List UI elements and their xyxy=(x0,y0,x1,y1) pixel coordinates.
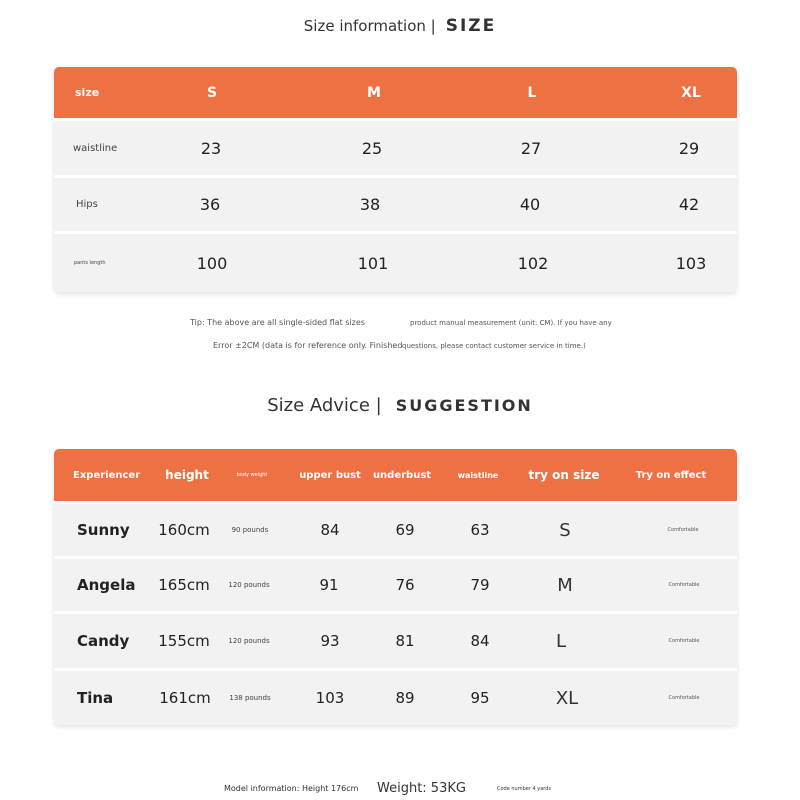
size-table-header xyxy=(54,67,737,118)
table-row xyxy=(54,611,737,668)
weight-value: 120 pounds xyxy=(228,637,270,645)
height-value: 165cm xyxy=(158,576,210,594)
advice-heading xyxy=(0,395,800,416)
tip-line1-left: Tip: The above are all single-sided flat sizes xyxy=(190,318,365,327)
size-value: 40 xyxy=(519,195,541,214)
advice-table-header xyxy=(54,449,737,501)
header-waistline: waistline xyxy=(457,470,499,480)
size-header-xl: XL xyxy=(681,84,701,101)
height-value: 161cm xyxy=(159,689,211,707)
table-row xyxy=(54,231,737,292)
experiencer-name: Angela xyxy=(77,576,136,594)
try-on-size-value: XL xyxy=(555,687,579,709)
table-row xyxy=(54,118,737,175)
size-value: 101 xyxy=(357,253,389,273)
header-height: height xyxy=(165,468,209,482)
waistline-value: 63 xyxy=(470,521,490,539)
table-row xyxy=(54,175,737,231)
tip-line1-right: product manual measurement (unit: CM). If you have any xyxy=(410,319,612,327)
table-row xyxy=(54,556,737,611)
try-on-effect-value: Comfortable xyxy=(668,638,700,644)
advice-heading-light: Size Advice | xyxy=(267,395,382,416)
table-row xyxy=(54,501,737,556)
upper-bust-value: 93 xyxy=(320,632,340,650)
row-label-pants-length: pants length xyxy=(74,260,106,266)
size-value: 27 xyxy=(520,138,542,158)
code-number: Code number 4 yards xyxy=(497,786,552,792)
header-upper-bust: upper bust xyxy=(299,469,361,481)
size-value: 103 xyxy=(675,253,707,273)
advice-table xyxy=(54,449,737,725)
underbust-value: 89 xyxy=(395,689,415,707)
upper-bust-value: 84 xyxy=(320,521,340,539)
size-header-label: size xyxy=(75,86,100,99)
height-value: 160cm xyxy=(158,521,210,539)
size-value: 36 xyxy=(199,195,221,214)
experiencer-name: Candy xyxy=(77,632,130,650)
waistline-value: 95 xyxy=(470,689,490,707)
tip-line2-right: questions, please contact customer service in time.) xyxy=(402,342,586,350)
size-value: 100 xyxy=(196,253,228,273)
tip-line2-left: Error ±2CM (data is for reference only. Finished xyxy=(213,341,403,350)
size-value: 23 xyxy=(200,138,222,158)
waistline-value: 79 xyxy=(470,576,490,594)
size-header-l: L xyxy=(527,84,537,101)
header-body-weight: body weight xyxy=(236,472,268,478)
weight-value: 138 pounds xyxy=(229,694,271,702)
experiencer-name: Sunny xyxy=(77,521,130,539)
underbust-value: 69 xyxy=(395,521,415,539)
underbust-value: 81 xyxy=(395,632,415,650)
size-heading-bold: SIZE xyxy=(445,16,497,36)
model-weight: Weight: 53KG xyxy=(377,781,466,796)
header-experiencer: Experiencer xyxy=(73,469,141,481)
size-heading-light: Size information | xyxy=(303,17,436,35)
size-value: 25 xyxy=(361,138,383,158)
waistline-value: 84 xyxy=(470,632,490,650)
experiencer-name: Tina xyxy=(77,689,114,707)
try-on-effect-value: Comfortable xyxy=(667,527,699,533)
size-heading xyxy=(0,16,800,36)
header-try-on-effect: Try on effect xyxy=(635,469,707,481)
header-underbust: underbust xyxy=(372,469,432,481)
try-on-size-value: L xyxy=(555,630,567,652)
weight-value: 90 pounds xyxy=(231,526,269,534)
weight-value: 120 pounds xyxy=(228,581,270,589)
size-value: 38 xyxy=(359,195,381,214)
size-value: 29 xyxy=(678,138,700,158)
height-value: 155cm xyxy=(158,632,210,650)
try-on-effect-value: Comfortable xyxy=(668,582,700,588)
size-header-m: M xyxy=(367,84,381,101)
size-header-s: S xyxy=(206,84,218,101)
header-try-on-size: try on size xyxy=(528,468,600,482)
table-row xyxy=(54,668,737,725)
row-label-waistline: waistline xyxy=(73,142,118,154)
try-on-size-value: M xyxy=(557,574,573,596)
size-table xyxy=(54,67,737,292)
try-on-size-value: S xyxy=(559,519,571,541)
upper-bust-value: 91 xyxy=(319,576,339,594)
underbust-value: 76 xyxy=(395,576,415,594)
model-information: Model information: Height 176cm xyxy=(224,784,359,793)
advice-heading-bold: SUGGESTION xyxy=(395,396,533,415)
try-on-effect-value: Comfortable xyxy=(668,695,700,701)
size-value: 42 xyxy=(678,195,700,214)
row-label-hips: Hips xyxy=(76,199,98,210)
upper-bust-value: 103 xyxy=(315,689,345,707)
size-value: 102 xyxy=(517,253,549,273)
